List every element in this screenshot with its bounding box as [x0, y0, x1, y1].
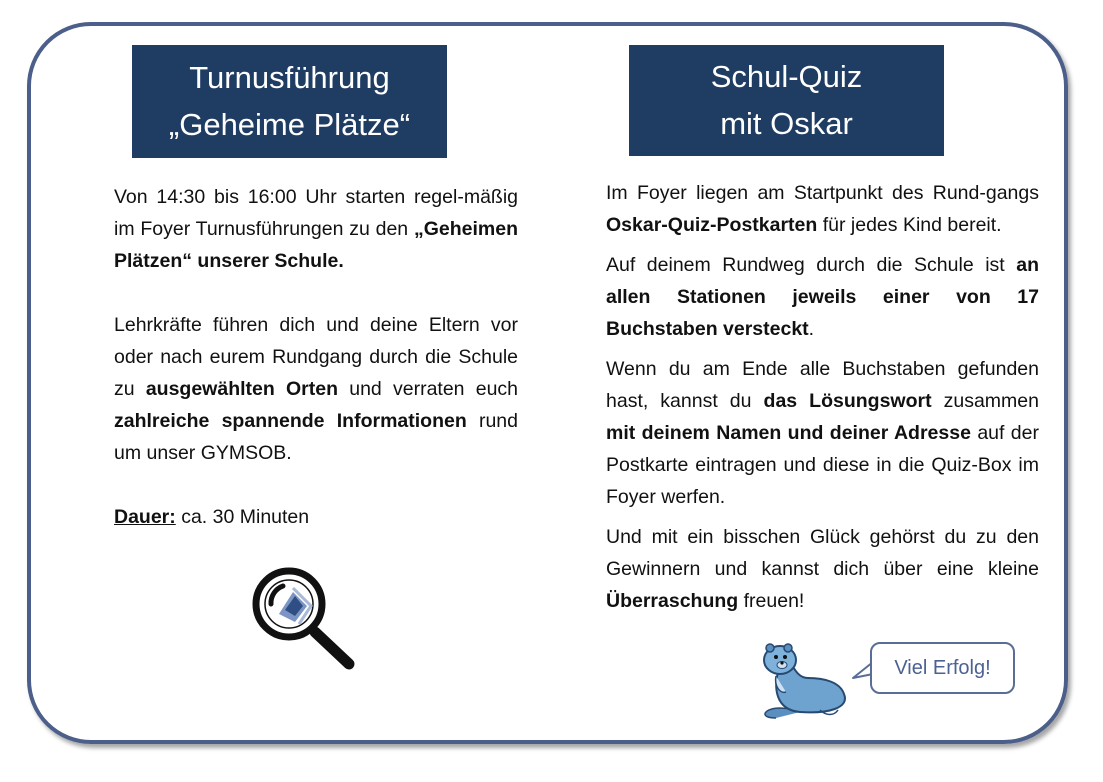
otter-mascot-icon [750, 638, 850, 722]
title-quiz [629, 45, 944, 156]
quiz-paragraph-1 [606, 177, 1039, 241]
title-quiz-line1: Schul-Quiz [710, 59, 863, 94]
tour-column [114, 181, 518, 533]
quiz-p3-text-c: auf der Postkarte eintragen und diese in die Quiz-Box im Foyer werfen. [606, 422, 1039, 508]
title-tour-line1: Turnusführung [189, 60, 390, 95]
quiz-p4-bold: Überraschung [606, 590, 739, 612]
quiz-p2-bold: an allen Stationen jeweils einer von 17 Buchstaben versteckt [606, 254, 1039, 340]
tour-p1-text: Von 14:30 bis 16:00 Uhr starten regel-mäßig im Foyer Turnusführungen zu den [114, 186, 518, 240]
speech-bubble-text: Viel Erfolg! [894, 656, 991, 679]
tour-paragraph-1 [114, 181, 518, 277]
quiz-p3-text-b: zusammen [931, 390, 1039, 412]
duration-value: ca. 30 Minuten [175, 506, 310, 528]
title-quiz-line2: mit Oskar [720, 105, 853, 141]
tour-p2-text-c: rund um unser GYMSOB. [114, 410, 518, 464]
quiz-paragraph-3 [606, 353, 1039, 513]
quiz-paragraph-4 [606, 521, 1039, 617]
quiz-p3-bold-b: mit deinem Namen und deiner Adresse [606, 422, 971, 444]
quiz-p1-bold: Oskar-Quiz-Postkarten [606, 214, 818, 236]
speech-bubble [870, 642, 1015, 694]
quiz-p2-text-a: Auf deinem Rundweg durch die Schule ist [606, 254, 1017, 276]
quiz-p2-text-b: . [808, 318, 815, 340]
magnifier-icon [249, 566, 357, 672]
quiz-p1-text-a: Im Foyer liegen am Startpunkt des Rund-gangs [606, 182, 1039, 204]
title-tour [132, 45, 447, 158]
tour-p2-text-b: und verraten euch [338, 378, 519, 400]
tour-paragraph-2 [114, 309, 518, 469]
quiz-p4-text-a: Und mit ein bisschen Glück gehörst du zu den Gewinnern und kannst dich über eine kleine [606, 526, 1039, 580]
quiz-column [606, 177, 1039, 617]
tour-p2-text-a: Lehrkräfte führen dich und deine Eltern vor oder nach eurem Rundgang durch die Schule zu [114, 314, 518, 400]
tour-p1-bold: „Geheimen Plätzen“ unserer Schule. [114, 218, 518, 272]
tour-p2-bold-a: ausgewählten Orten [145, 378, 339, 400]
quiz-p4-text-b: freuen! [738, 590, 805, 612]
duration-label: Dauer: [114, 506, 176, 528]
quiz-paragraph-2 [606, 249, 1039, 345]
quiz-p3-bold-a: das Lösungswort [763, 390, 932, 412]
quiz-p1-text-b: für jedes Kind bereit. [817, 214, 1002, 236]
tour-p2-bold-b: zahlreiche spannende Informationen [114, 410, 467, 432]
tour-duration [114, 501, 518, 533]
title-tour-line2: „Geheime Plätze“ [168, 106, 411, 142]
quiz-p3-text-a: Wenn du am Ende alle Buchstaben gefunden hast, kannst du [606, 358, 1039, 412]
